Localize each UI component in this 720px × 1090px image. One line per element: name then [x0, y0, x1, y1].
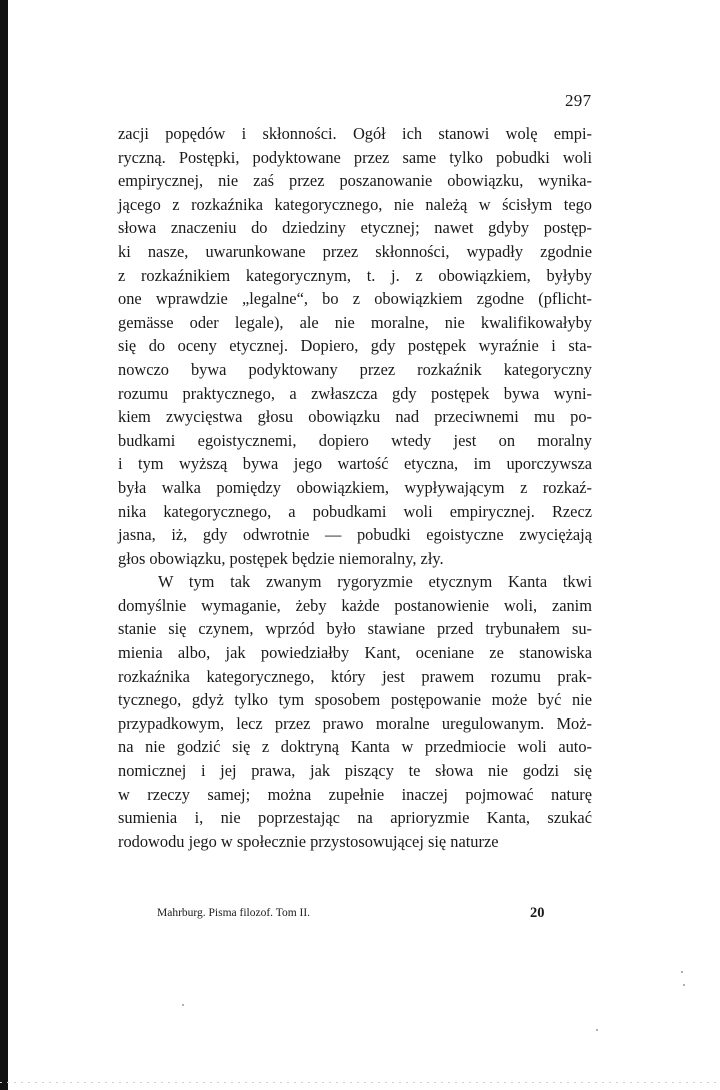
- text-line: w rzeczy samej; można zupełnie inaczej pojmować naturę: [118, 784, 592, 804]
- paper-speck: [683, 984, 685, 986]
- text-line: W tym tak zwanym rygoryzmie etycznym Kanta tkwi: [158, 572, 592, 592]
- footer-note: Mahrburg. Pisma filozof. Tom II.: [157, 907, 311, 919]
- text-line: rozkaźnika kategorycznego, który jest prawem rozumu prak-: [118, 666, 592, 686]
- text-line: one wprawdzie „legalne“, bo z obowiązkiem zgodne (pflicht-: [118, 289, 592, 309]
- text-line: przypadkowym, lecz przez prawo moralne uregulowanym. Moż-: [118, 713, 592, 733]
- text-line: stanie się czynem, wprzód było stawiane przed trybunałem su-: [118, 619, 592, 639]
- text-line: i tym wyższą bywa jego wartość etyczna, im uporczywsza: [118, 454, 592, 474]
- text-line: nomicznej i jej prawa, jak piszący te słowa nie godzi się: [118, 761, 592, 781]
- text-line: na nie godzić się z doktryną Kanta w przedmiocie woli auto-: [118, 737, 592, 757]
- text-line: empirycznej, nie zaś przez poszanowanie obowiązku, wynika-: [118, 171, 592, 191]
- text-line: tycznego, gdyż tylko tym sposobem postępowanie może być nie: [118, 690, 592, 710]
- binding-edge: [0, 0, 8, 1090]
- text-line: jącego z rozkaźnika kategorycznego, nie należą w ścisłym tego: [118, 194, 592, 214]
- text-line: zacji popędów i skłonności. Ogół ich stanowi wolę empi-: [118, 124, 592, 143]
- text-line: się do oceny etycznej. Dopiero, gdy postępek wyraźnie i sta-: [118, 336, 592, 356]
- text-line: mienia albo, jak powiedziałby Kant, oceniane ze stanowiska: [118, 643, 592, 663]
- paper-speck: [681, 971, 683, 973]
- text-line: była walka pomiędzy obowiązkiem, wypływającym z rozkaź-: [118, 477, 592, 497]
- text-line: nika kategorycznego, a pobudkami woli empirycznej. Rzecz: [118, 501, 592, 521]
- text-line: ryczną. Postępki, podyktowane przez same tylko pobudki woli: [118, 147, 592, 167]
- text-line: ki nasze, uwarunkowane przez skłonności, wypadły zgodnie: [118, 241, 592, 261]
- text-line: słowa znaczeniu do dziedziny etycznej; nawet gdyby postęp-: [118, 218, 592, 238]
- paragraph: [118, 122, 592, 570]
- body-text: [118, 122, 592, 853]
- paragraph: [118, 570, 592, 853]
- text-line: głos obowiązku, postępek będzie niemoralny, zły.: [118, 548, 444, 568]
- text-line: domyślnie wymaganie, żeby każde postanowienie woli, zanim: [118, 595, 592, 615]
- text-line: rodowodu jego w społecznie przystosowującej się naturze: [118, 831, 499, 851]
- text-line: budkami egoistycznemi, dopiero wtedy jest on moralny: [118, 430, 592, 450]
- text-line: jasna, iż, gdy odwrotnie — pobudki egoistyczne zwyciężają: [118, 525, 592, 545]
- signature-mark: 20: [530, 905, 545, 921]
- scan-edge: [0, 1082, 720, 1083]
- paper-speck: [596, 1029, 598, 1031]
- page-number: 297: [565, 91, 592, 110]
- text-line: gemässe oder legale), ale nie moralne, nie kwalifikowałyby: [118, 312, 592, 332]
- text-line: rozumu praktycznego, a zwłaszcza gdy postępek bywa wyni-: [118, 383, 592, 403]
- text-line: nowczo bywa podyktowany przez rozkaźnik kategoryczny: [118, 359, 592, 379]
- text-line: kiem zwycięstwa głosu obowiązku nad przeciwnemi mu po-: [118, 407, 592, 427]
- text-line: sumienia i, nie poprzestając na aprioryzmie Kanta, szukać: [118, 808, 592, 828]
- paper-speck: [182, 1004, 184, 1006]
- text-line: z rozkaźnikiem kategorycznym, t. j. z obowiązkiem, byłyby: [118, 265, 592, 285]
